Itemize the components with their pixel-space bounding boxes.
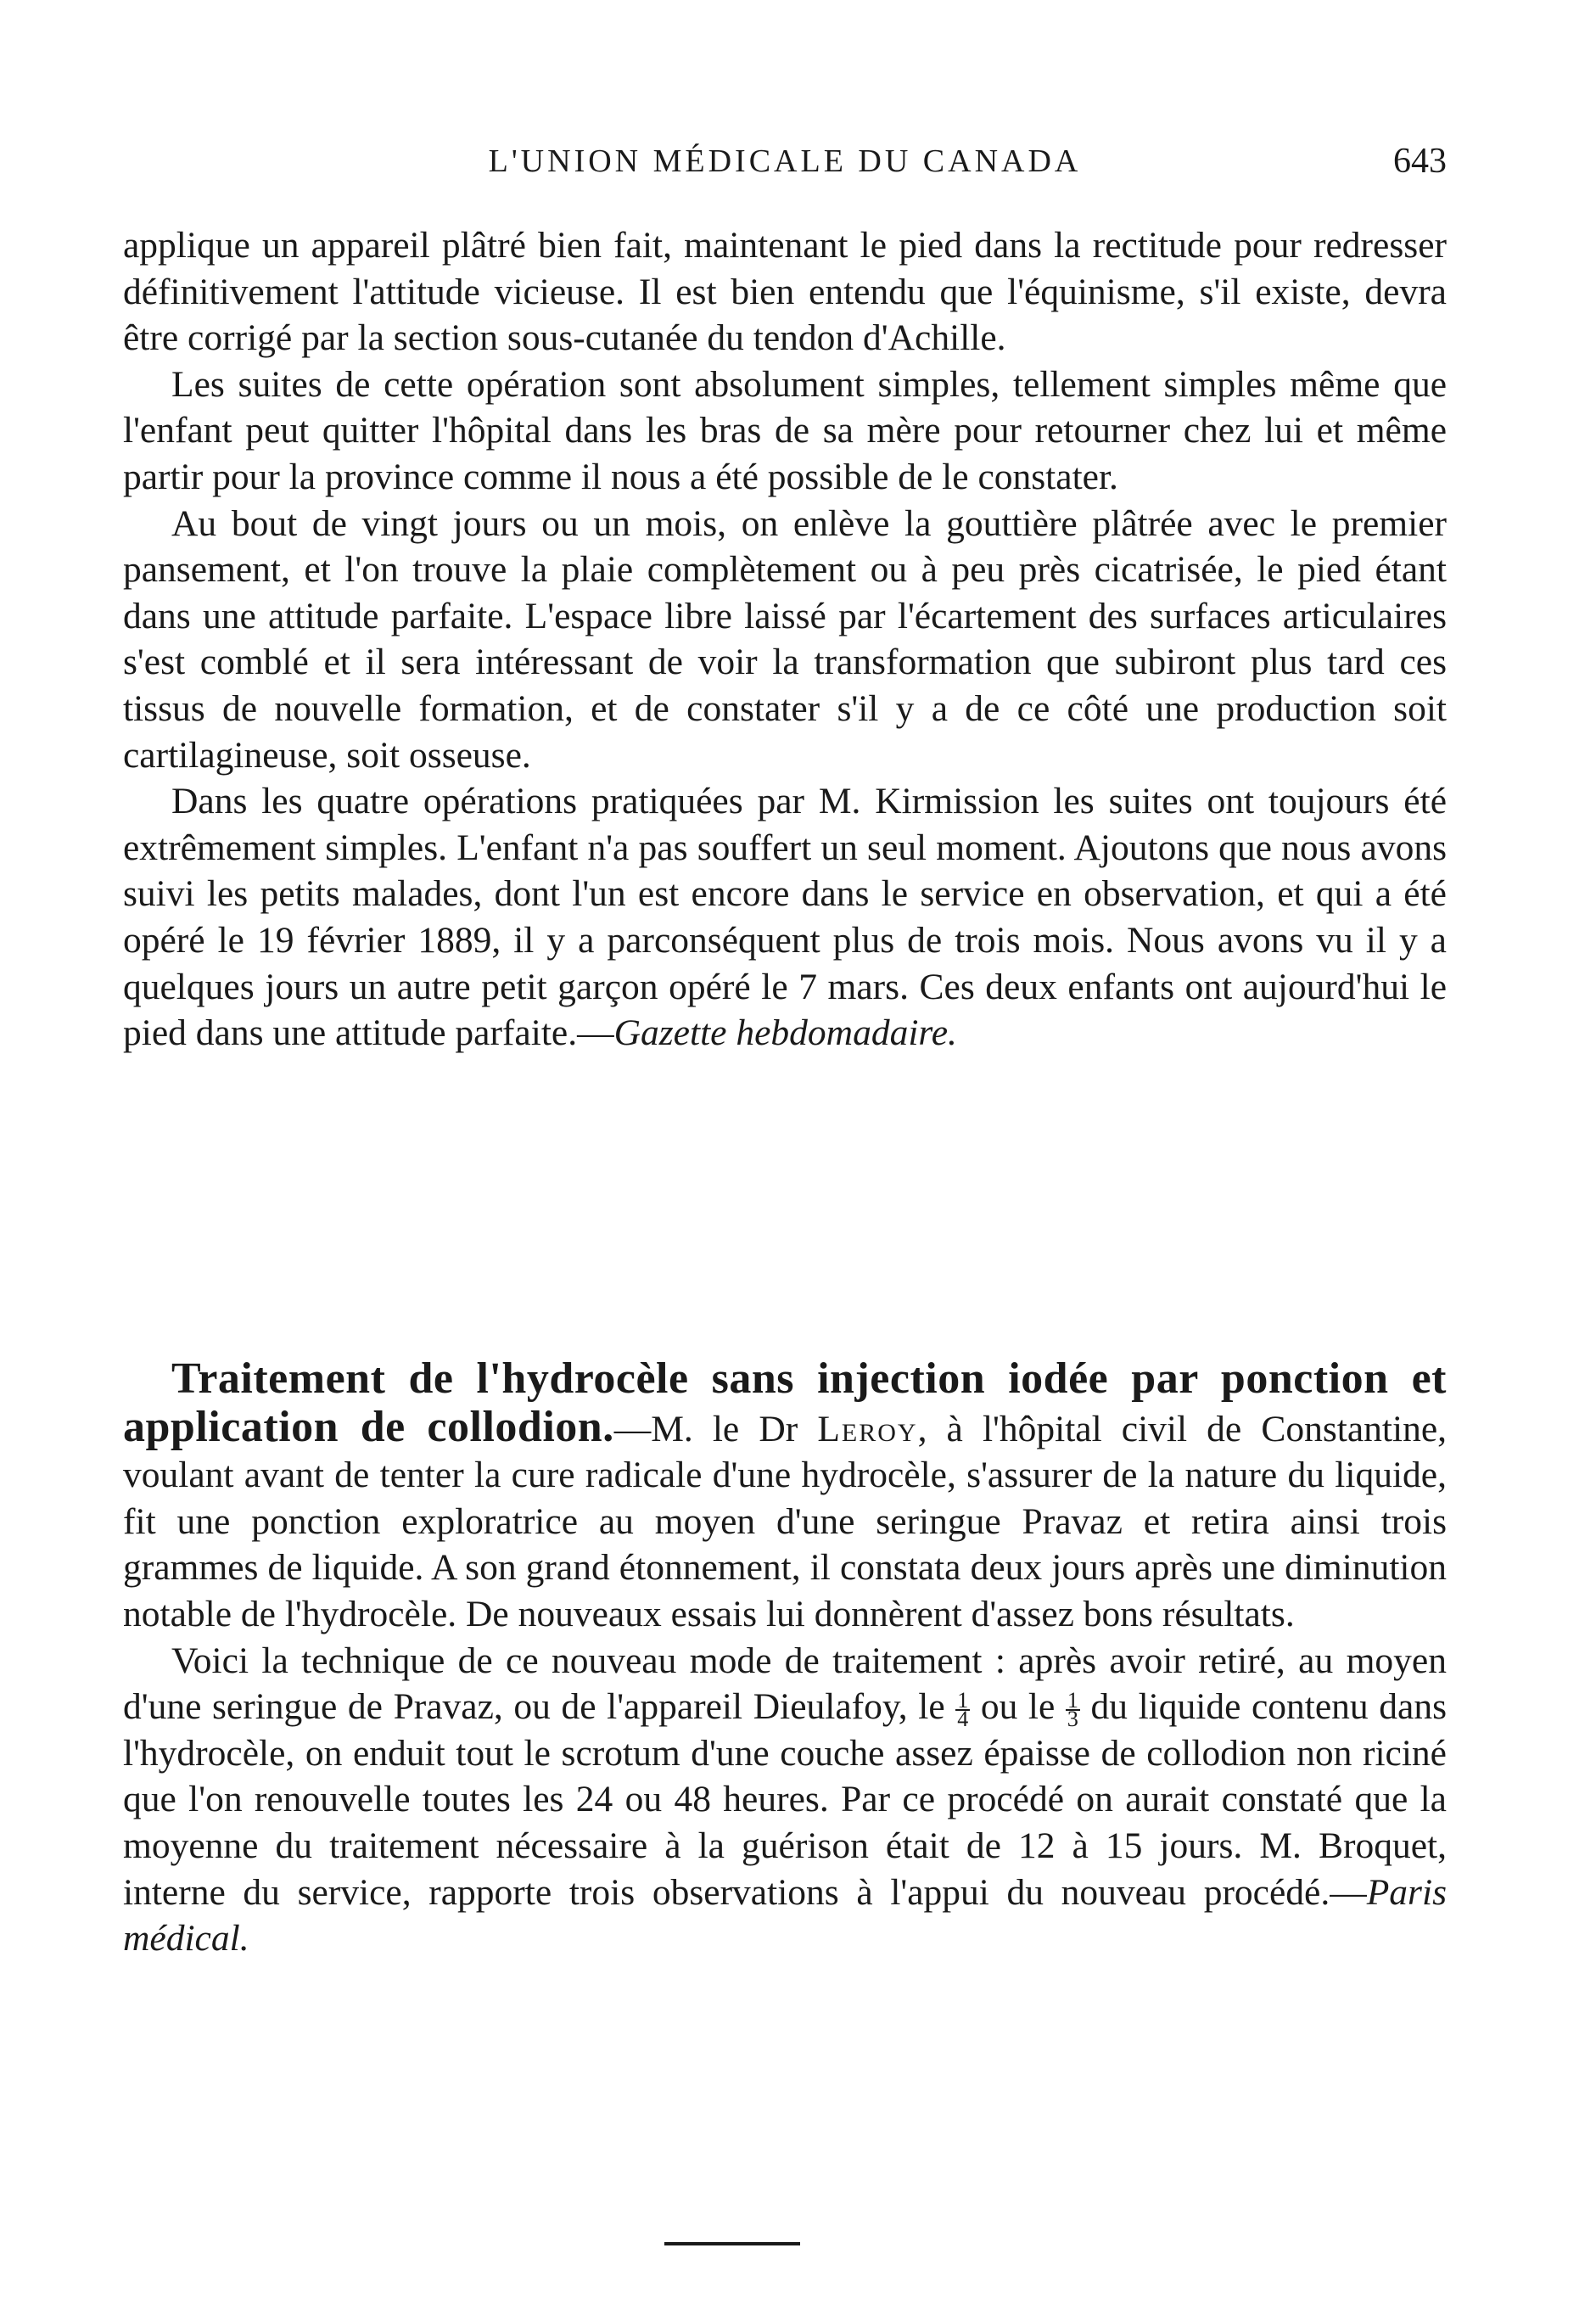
lead-in: —M. le Dr [613,1408,818,1449]
source-citation: Gazette hebdomadaire. [613,1012,957,1054]
fraction-numerator: 1 [1067,1688,1078,1713]
article-clubfoot-continuation [123,222,1447,1057]
end-rule-divider [664,2242,800,2245]
fraction-denominator: 4 [957,1707,969,1732]
source-citation: Paris médical. [123,1871,1447,1959]
paragraph [123,778,1447,1057]
page-header [123,136,1447,187]
fraction-one-quarter [955,1688,970,1732]
page-number: 643 [1393,142,1447,181]
paragraph: applique un appareil plâtré bien fait, maintenant le pied dans la rectitude pour redresser définitivement l'attitude vicieuse. Il est bien entendu que l'équinisme, s'il existe, devra être corrigé par la section sous-cutanée du tendon d'Achille. [123,225,1447,359]
fraction-denominator: 3 [1067,1707,1078,1732]
fraction-one-third [1066,1688,1080,1732]
paragraph [123,1638,1447,1962]
running-title: L'UNION MÉDICALE DU CANADA [488,143,1082,179]
fraction-numerator: 1 [957,1688,969,1713]
paragraph-text: du liquide contenu dans l'hydrocèle, on enduit tout le scrotum d'une couche assez épaisse de collodion non riciné que l'on renouvelle toutes les 24 ou 48 heures. Par ce procédé on aurait constaté que la moyenne du traitement nécessaire à la guérison était de 12 à 15 jours. M. Broquet, interne du service, rapporte trois observations à l'appui du nouveau procédé.— [123,1686,1447,1913]
author-name: Leroy [817,1408,918,1449]
article-title: Traitement de l'hydrocèle sans injection iodée par ponction et application de collodion. [123,1354,1447,1451]
paragraph-text: Dans les quatre opérations pratiquées par M. Kirmission les suites ont toujours été extrêmement simples. L'enfant n'a pas souffert un seul moment. Ajoutons que nous avons suivi les petits malades, dont l'un est encore dans le service en observation, et qui a été opéré le 19 février 1889, il y a parconséquent plus de trois mois. Nous avons vu il y a quelques jours un autre petit garçon opéré le 7 mars. Ces deux enfants ont aujourd'hui le pied dans une attitude parfaite.— [123,781,1447,1054]
paragraph: Les suites de cette opération sont absolument simples, tellement simples même que l'enfant peut quitter l'hôpital dans les bras de sa mère pour retourner chez lui et même partir pour la province comme il nous a été possible de le constater. [123,363,1447,497]
paragraph-text: ou le [970,1686,1066,1728]
article-hydrocele [123,1356,1447,1962]
paragraph: Au bout de vingt jours ou un mois, on enlève la gouttière plâtrée avec le premier pansement, et l'on trouve la plaie complètement ou à peu près cicatrisée, le pied étant dans une attitude parfaite. L'espace libre laissé par l'écartement des surfaces articulaires s'est comblé et il sera intéressant de voir la transformation que subiront plus tard ces tissus de nouvelle formation, et de constater s'il y a de ce côté une production soit cartilagineuse, soit osseuse. [123,502,1447,776]
paragraph-text: , à l'hôpital civil de Constantine, voulant avant de tenter la cure radicale d'une hydrocèle, s'assurer de la nature du liquide, fit une ponction exploratrice au moyen d'une seringue Pravaz et retira ainsi trois grammes de liquide. A son grand étonnement, il constata deux jours après une diminution notable de l'hydrocèle. De nouveaux essais lui donnèrent d'assez bons résultats. [123,1408,1448,1634]
paragraph-text: Voici la technique de ce nouveau mode de traitement : après avoir retiré, au moyen d'une seringue de Pravaz, ou de l'appareil Dieulafoy, le [123,1640,1447,1728]
paragraph [123,1356,1447,1638]
